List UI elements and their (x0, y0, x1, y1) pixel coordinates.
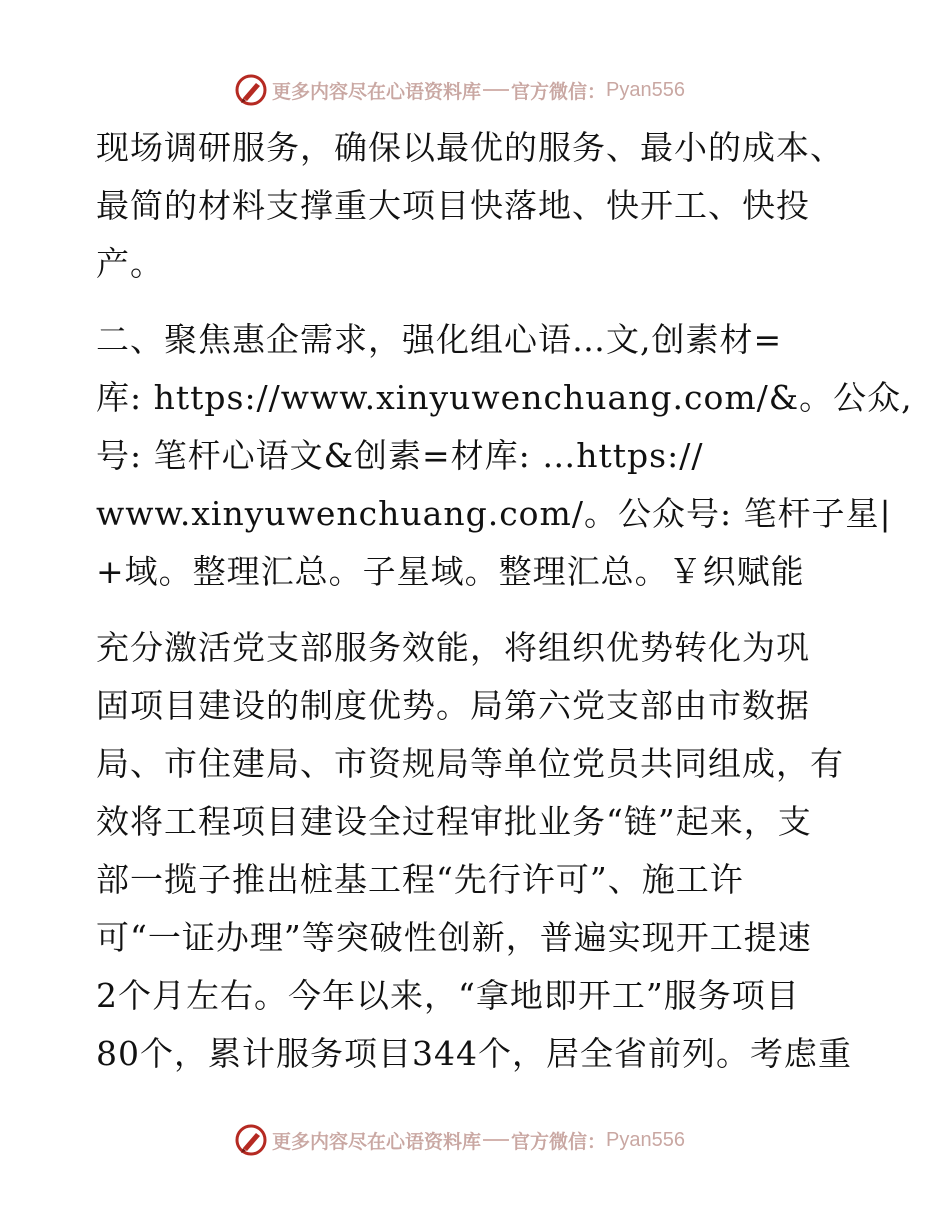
body-line: 2个月左右。今年以来，“拿地即开工”服务项目 (96, 976, 800, 1015)
footer-watermark (234, 1122, 685, 1158)
header-watermark (234, 72, 685, 108)
watermark-wechat-id: Pyan556 (606, 1128, 685, 1151)
watermark-wechat-label: 官方微信： (511, 80, 607, 103)
watermark-site-text: 更多内容尽在心语资料库 (272, 80, 482, 103)
body-line: 80个，累计服务项目344个，居全省前列。考虑重 (96, 1034, 852, 1073)
body-line: 充分激活党支部服务效能，将组织优势转化为巩 (96, 628, 810, 667)
body-line: 最简的材料支撑重大项目快落地、快开工、快投 (96, 186, 810, 225)
body-line: 效将工程项目建设全过程审批业务“链”起来，支 (96, 802, 812, 841)
body-line: 可“一证办理”等突破性创新，普遍实现开工提速 (96, 918, 812, 957)
body-line: 产。 (96, 244, 164, 283)
watermark-site-text: 更多内容尽在心语资料库 (272, 1130, 482, 1153)
body-line: 库: https://www.xinyuwenchuang.com/&。公众, (96, 378, 913, 417)
watermark-wechat-id: Pyan556 (606, 78, 685, 101)
section-heading: 二、聚焦惠企需求，强化组心语…文,创素材= (96, 320, 783, 359)
body-line: 号: 笔杆心语文&创素=材库: …https:// (96, 436, 704, 475)
body-line: +域。整理汇总。子星域。整理汇总。￥织赋能 (96, 552, 805, 591)
pen-logo-icon (234, 1123, 268, 1157)
watermark-dash (483, 89, 509, 91)
body-line: 局、市住建局、市资规局等单位党员共同组成，有 (96, 744, 844, 783)
body-line: 固项目建设的制度优势。局第六党支部由市数据 (96, 686, 810, 725)
body-line: 现场调研服务，确保以最优的服务、最小的成本、 (96, 128, 844, 167)
watermark-dash (483, 1139, 509, 1141)
body-line: 部一揽子推出桩基工程“先行许可”、施工许 (96, 860, 744, 899)
pen-logo-icon (234, 73, 268, 107)
body-line: www.xinyuwenchuang.com/。公众号: 笔杆子星| (96, 494, 892, 533)
watermark-wechat-label: 官方微信： (511, 1130, 607, 1153)
